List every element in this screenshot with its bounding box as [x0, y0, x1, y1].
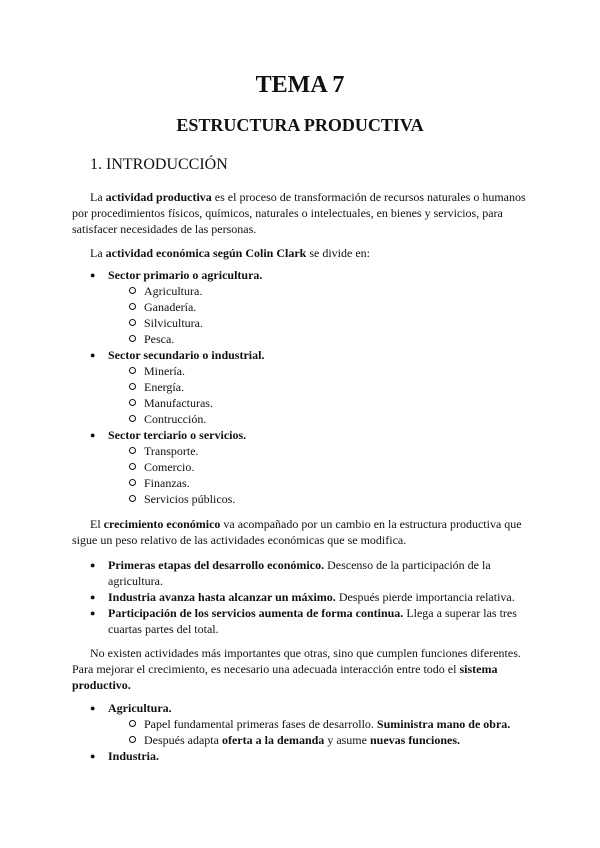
- growth-item-1: Primeras etapas del desarrollo económico. Descenso de la participación de la: [108, 558, 491, 572]
- list-item: Comercio.: [144, 460, 195, 474]
- bullet-icon: ●: [90, 270, 96, 280]
- bullet-icon: ●: [90, 560, 96, 570]
- circle-bullet-icon: [129, 399, 136, 406]
- circle-bullet-icon: [129, 415, 136, 422]
- sector-primary-label: Sector primario o agricultura.: [108, 268, 263, 282]
- circle-bullet-icon: [129, 495, 136, 502]
- circle-bullet-icon: [129, 720, 136, 727]
- circle-bullet-icon: [129, 463, 136, 470]
- paragraph-4-line-2: Para mejorar el crecimiento, es necesario una adecuada interacción entre todo el sistema: [72, 662, 498, 676]
- agriculture-sub-2: Después adapta oferta a la demanda y asume nuevas funciones.: [144, 733, 460, 747]
- sector-secondary-label: Sector secundario o industrial.: [108, 348, 265, 362]
- agriculture-label: Agricultura.: [108, 701, 172, 715]
- list-item: Ganadería.: [144, 300, 197, 314]
- page-title: TEMA 7: [255, 72, 345, 98]
- sector-tertiary-label: Sector terciario o servicios.: [108, 428, 247, 442]
- paragraph-1-line-3: satisfacer necesidades de las personas.: [72, 222, 257, 236]
- circle-bullet-icon: [129, 303, 136, 310]
- section-heading: 1. INTRODUCCIÓN: [90, 156, 228, 173]
- list-item: Manufacturas.: [144, 396, 213, 410]
- industry-label: Industria.: [108, 749, 160, 763]
- circle-bullet-icon: [129, 367, 136, 374]
- paragraph-1-line-1: La actividad productiva es el proceso de transformación de recursos naturales o humanos: [90, 190, 526, 204]
- paragraph-3-line-2: sigue un peso relativo de las actividades económicas que se modifica.: [72, 533, 407, 547]
- growth-item-3-line-2: cuartas partes del total.: [108, 622, 219, 636]
- agriculture-sub-1: Papel fundamental primeras fases de desarrollo. Suministra mano de obra.: [144, 717, 511, 731]
- paragraph-3-line-1: El crecimiento económico va acompañado por un cambio en la estructura productiva que: [90, 517, 522, 531]
- growth-item-3: Participación de los servicios aumenta de forma continua. Llega a superar las tres: [108, 606, 517, 620]
- list-item: Silvicultura.: [144, 316, 203, 330]
- paragraph-4-line-1: No existen actividades más importantes que otras, sino que cumplen funciones diferentes.: [90, 646, 521, 660]
- bullet-icon: ●: [90, 608, 96, 618]
- list-item: Energía.: [144, 380, 185, 394]
- circle-bullet-icon: [129, 383, 136, 390]
- bullet-icon: ●: [90, 592, 96, 602]
- paragraph-4-line-3: productivo.: [72, 678, 131, 692]
- circle-bullet-icon: [129, 447, 136, 454]
- circle-bullet-icon: [129, 319, 136, 326]
- circle-bullet-icon: [129, 736, 136, 743]
- page-subtitle: ESTRUCTURA PRODUCTIVA: [176, 115, 424, 135]
- growth-item-1-line-2: agricultura.: [108, 574, 163, 588]
- circle-bullet-icon: [129, 287, 136, 294]
- growth-item-2: Industria avanza hasta alcanzar un máximo. Después pierde importancia relativa.: [108, 590, 515, 604]
- circle-bullet-icon: [129, 479, 136, 486]
- bullet-icon: ●: [90, 751, 96, 761]
- list-item: Finanzas.: [144, 476, 190, 490]
- list-item: Agricultura.: [144, 284, 203, 298]
- list-item: Contrucción.: [144, 412, 207, 426]
- bullet-icon: ●: [90, 350, 96, 360]
- paragraph-1-line-2: por procedimientos físicos, químicos, naturales o intelectuales, en bienes y servicios, para: [72, 206, 503, 220]
- bullet-icon: ●: [90, 430, 96, 440]
- list-item: Pesca.: [144, 332, 175, 346]
- bullet-icon: ●: [90, 703, 96, 713]
- list-item: Servicios públicos.: [144, 492, 236, 506]
- circle-bullet-icon: [129, 335, 136, 342]
- paragraph-2: La actividad económica según Colin Clark se divide en:: [90, 246, 370, 260]
- list-item: Minería.: [144, 364, 185, 378]
- list-item: Transporte.: [144, 444, 199, 458]
